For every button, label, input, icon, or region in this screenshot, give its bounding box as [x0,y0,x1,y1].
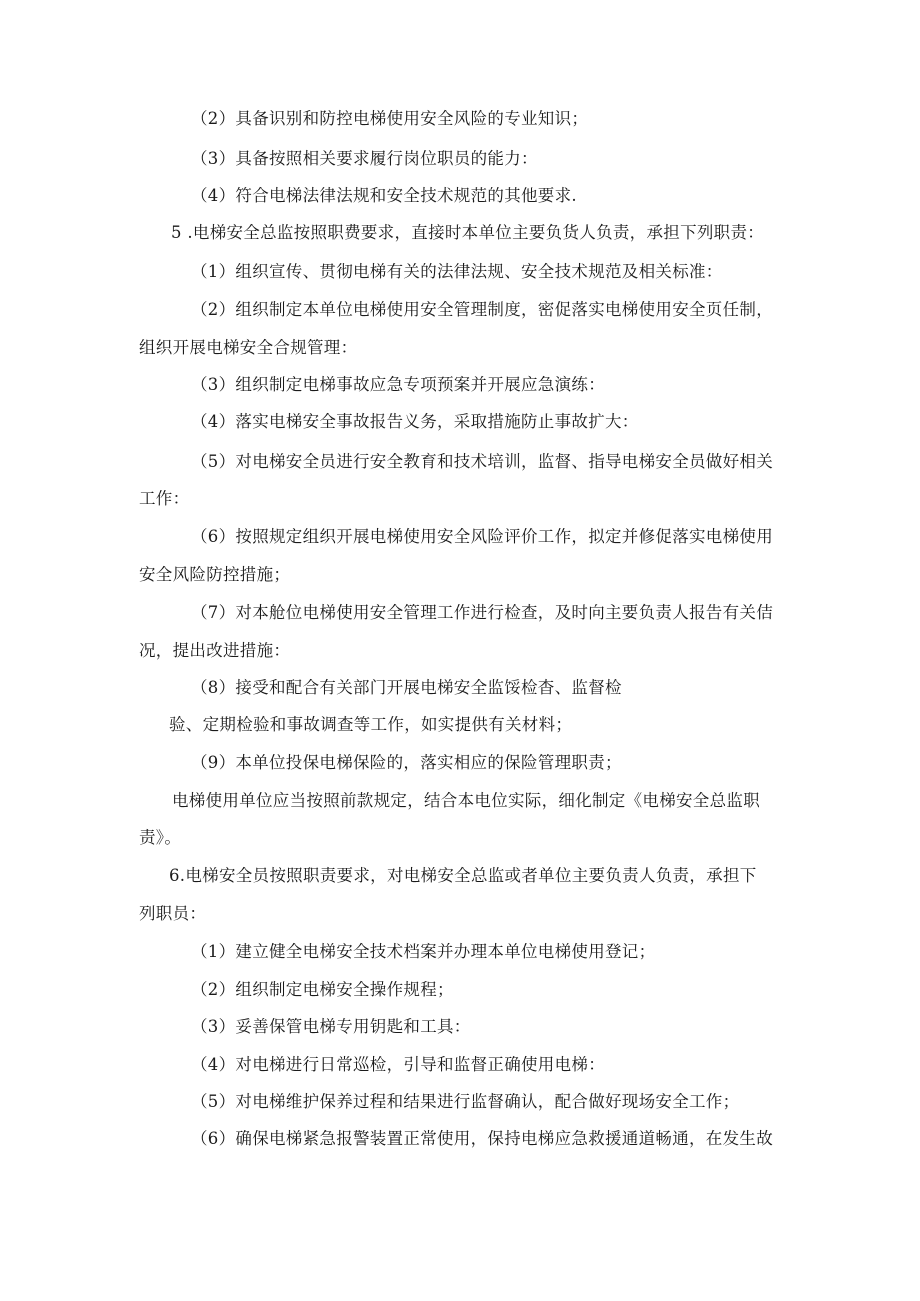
text-line: （5）对电梯安全员进行安全教育和技术培训，监督、指导电梯安全员做好相关 [191,452,773,471]
text-line: 况，提出改进措施： [139,641,291,660]
text-line: 组织开展电梯安全合规管理： [139,338,358,357]
text-line: （3）妥善保管电梯专用钥匙和工具： [191,1017,471,1036]
text-line: （3）具备按照相关要求履行岗位职员的能力： [191,149,538,168]
text-line: （3）组织制定电梯事故应急专项预案并开展应急演练： [191,375,605,394]
text-line: 责》。 [139,828,182,847]
text-line: （5）对电梯维护保养过程和结果进行监督确认，配合做好现场安全工作； [191,1092,740,1111]
text-line: 验、定期检验和事故调查等工作，如实提供有关材料； [169,715,573,734]
text-line: 安全风险防控措施； [139,565,291,584]
text-line: （6）确保电梯紧急报警装置正常使用，保持电梯应急救援通道畅通，在发生故 [191,1129,773,1148]
text-line: （8）接受和配合有关部门开展电梯安全监馁检杳、监督检 [191,678,622,697]
text-line: （1）建立健全电梯安全技术档案并办理本单位电梯使用登记； [191,942,656,961]
section-heading: 6.电梯安全员按照职责要求，对电梯安全总监或者单位主要负责人负责，承担下 [169,866,757,885]
text-line: （1）组织宣传、贯彻电梯有关的法律法规、安全技术规范及相关标准： [191,262,723,281]
text-line: 列职员： [139,904,207,923]
text-line: （6）按照规定组织开展电梯使用安全风险评价工作，拟定并修促落实电梯使用 [191,527,773,546]
text-line: （4）对电梯进行日常巡检，引导和监督正确使用电梯： [191,1055,605,1074]
text-line: （4）符合电梯法律法规和安全技术规范的其他要求. [191,186,577,205]
text-line: （4）落实电梯安全事故报告义务，采取措施防止事故扩大： [191,412,639,431]
text-line: 工作： [139,489,190,508]
text-line: （9）本单位投保电梯保险的，落实相应的保险管理职责； [191,753,622,772]
text-line: （2）具备识别和防控电梯使用安全风险的专业知识； [191,109,589,128]
text-line: （2）组织制定本单位电梯使用安全管理制度，密促落实电梯使用安全页任制， [191,300,773,319]
text-line: （2）组织制定电梯安全操作规程； [191,980,454,999]
text-line: 电梯使用单位应当按照前款规定，结合本电位实际，细化制定《电梯安全总监职 [172,791,760,810]
text-line: （7）对本舱位电梯使用安全管理工作进行检查，及时向主要负责人报告有关佶 [191,603,773,622]
section-heading: 5 .电梯安全总监按照职费要求，直接时本单位主要负货人负责，承担下列职责： [171,223,765,242]
